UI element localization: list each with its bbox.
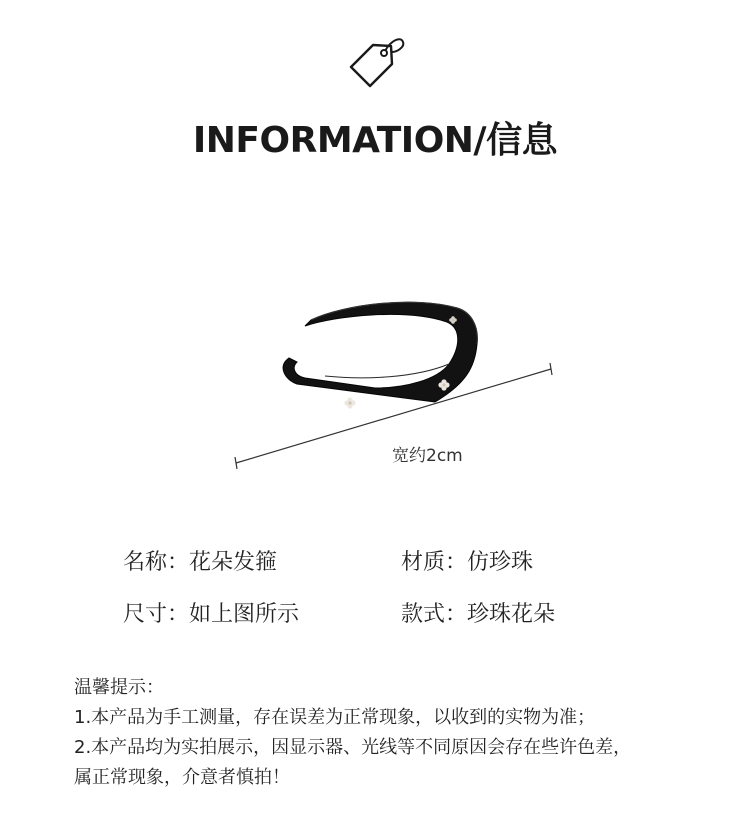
- spec-material-value: 仿珍珠: [467, 550, 534, 575]
- price-tag-icon: [347, 34, 405, 92]
- notice-heading: 温馨提示：: [74, 677, 164, 698]
- notice-line-1: 1.本产品为手工测量，存在误差为正常现象，以收到的实物为准；: [74, 707, 596, 728]
- spec-size-label: 尺寸：: [123, 602, 190, 627]
- dimension-label: 宽约2cm: [392, 446, 463, 466]
- pearl-flower-1: [344, 397, 355, 408]
- spec-material-label: 材质：: [401, 550, 468, 575]
- spec-style-label: 款式：: [401, 602, 468, 627]
- spec-name-label: 名称：: [123, 550, 190, 575]
- notice-line-3: 属正常现象，介意者慎拍！: [74, 767, 290, 788]
- spec-name-value: 花朵发箍: [189, 550, 278, 575]
- spec-size: [123, 597, 299, 628]
- notice-block: [74, 673, 714, 793]
- spec-style-value: 珍珠花朵: [467, 602, 556, 627]
- page-title: INFORMATION/信息: [192, 120, 558, 161]
- spec-material: [401, 545, 533, 576]
- spec-style: [401, 597, 555, 628]
- spec-name: [123, 545, 277, 576]
- notice-line-2: 2.本产品均为实拍展示，因显示器、光线等不同原因会存在些许色差，: [74, 737, 632, 758]
- spec-size-value: 如上图所示: [189, 602, 300, 627]
